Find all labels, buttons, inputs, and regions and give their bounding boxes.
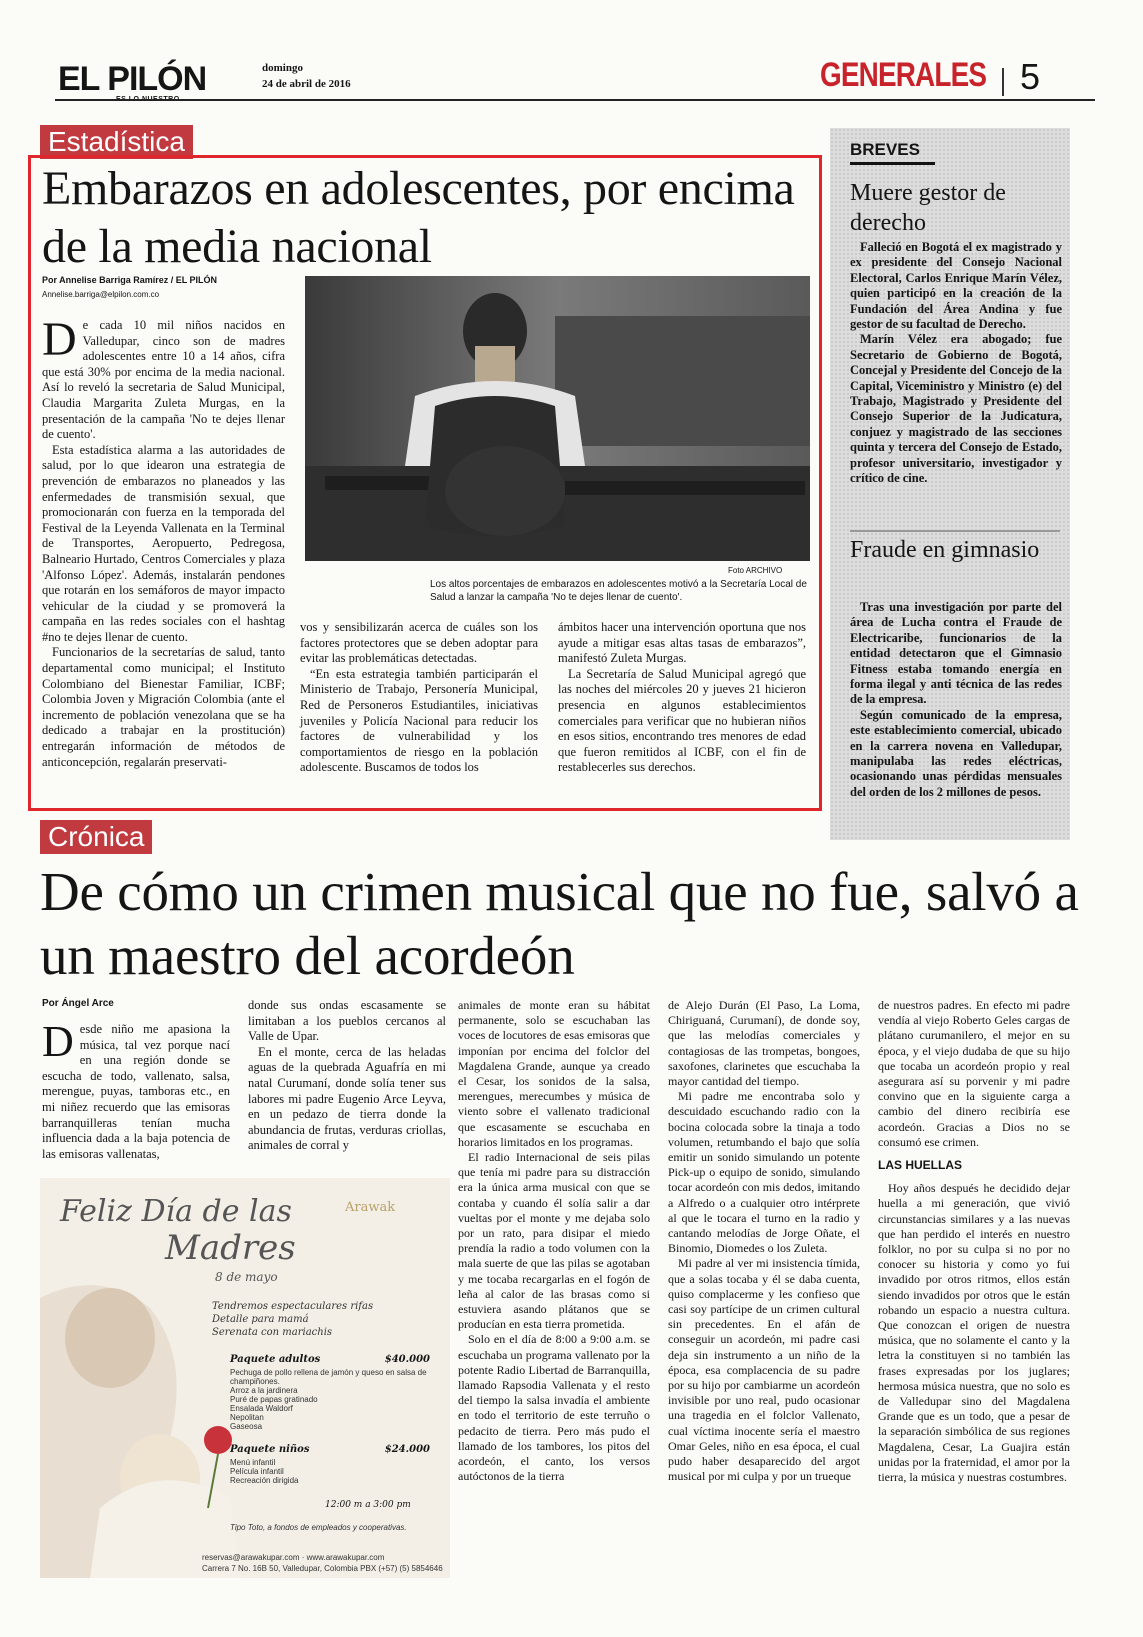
story2-paragraph: donde sus ondas escasamente se limitaban a los pueblos cercanos al Valle de Upar. bbox=[248, 998, 446, 1044]
story2-paragraph: Hoy años después he decidido dejar huella a mi generación, que vivió circunstancias similares y a las nuevas que han perdido el interés en nuestro folklor, no por su culpa si no por no conocer su historia y como yo fui invadido por otros ritmos, ellos están siendo invadidos por otros que le están robando un espacio a nuestra cultura. Que conozcan el origen de nuestra música, que no solamente el canto y la letra la constituyen si no también las frases expresadas por los juglares; hermosa música nuestra, que no solo es de Valledupar sino del Magdalena Grande que es un todo, que a pesar de la separación simbólica de sus regiones Magdalena, Cesar, La Guajira están unidas por la fraternidad, el amor por la tierra, la música y nuestras costumbres. bbox=[878, 1181, 1070, 1485]
story1-headline: Embarazos en adolescentes, por encima de la media nacional bbox=[42, 162, 795, 273]
menu-item: Arroz a la jardinera bbox=[230, 1386, 298, 1395]
menu-item: Pechuga de pollo rellena de jamón y queso en salsa de champiñones. bbox=[230, 1368, 427, 1386]
ad-promo: Detalle para mamá bbox=[212, 1314, 309, 1325]
pregnant-student-photo bbox=[305, 276, 810, 561]
brief-paragraph: Falleció en Bogotá el ex magistrado y ex presidente del Consejo Nacional Electoral, Carlos Enrique Marín Vélez, quien participó en la creación de la Fundación del Área Andina y fue gestor de su facultad de Derecho. bbox=[850, 240, 1062, 332]
story2-paragraph: Mi padre al ver mi insistencia tímida, que a solas tocaba y él se daba cuenta, quiso complacerme y les confieso que casi soy partícipe de un crimen cultural sin precedentes. En el afán de conseguir un acordeón, mi padre casi deja sin instrumento a un niño de la época, esa complacencia de su padre por su hijo por cambiarme un acordeón invisible por uno real, pudo ocasionar una tragedia en el folclor Vallenato, cual víctima inocente sería el maestro Omar Geles, niño en esa época, el cual pudo haber desaparecido del argot musical por mi culpa y por un trueque bbox=[668, 1256, 860, 1484]
story1-column-3 bbox=[558, 620, 806, 776]
story2-column-5 bbox=[878, 998, 1070, 1485]
brief-title: Fraude en gimnasio bbox=[850, 537, 1040, 563]
story1-photo bbox=[305, 276, 810, 561]
menu-item: Puré de papas gratinado bbox=[230, 1395, 318, 1404]
masthead-rule bbox=[55, 99, 1095, 101]
photo-caption: Los altos porcentajes de embarazos en adolescentes motivó a la Secretaría Local de Salud a lanzar la campaña 'No te dejes llenar de cuento'. bbox=[430, 579, 807, 603]
package-name: Paquete adultos bbox=[230, 1354, 321, 1365]
story2-column-3 bbox=[458, 998, 650, 1485]
ad-note: Tipo Toto, a fondos de empleados y cooperativas. bbox=[230, 1523, 407, 1532]
ad-date: 8 de mayo bbox=[215, 1270, 278, 1284]
menu-item: Película infantil bbox=[230, 1467, 284, 1476]
story1-paragraph: La Secretaría de Salud Municipal agregó que las noches del miércoles 20 y jueves 21 hicieron presencia en algunos establecimientos comerciales para verificar que no hubieran niños en esos sitios, encontrando tres menores de edad que fueron remitidos al ICBF, con el fin de restablecerles sus derechos. bbox=[558, 666, 806, 775]
ad-address: Carrera 7 No. 16B 50, Valledupar, Colombia PBX (+57) (5) 5854646 bbox=[202, 1564, 443, 1573]
story2-column-4 bbox=[668, 998, 860, 1485]
story2-paragraph: animales de monte eran su hábitat permanente, solo se escuchaban las voces de locutores de esas emisoras que imponían por encima del folclor del Magdalena Grande, aunque ya creado el Cesar, los sonidos de la salsa, merengues, merecumbes y música de viento sobre el vallenato tradicional que escasamente se escuchaba en horarios limitados en los programas. bbox=[458, 998, 650, 1149]
story2-paragraph: Mi padre me encontraba solo y descuidado escuchando radio con la bocina colocada sobre la tinaja a todo volumen, retumbando el bajo que solía emitir un sonido simulando un potente Pick-up o equipo de sonido, simulando tocar acordeón con mis dedos, imitando a Alfredo o a cualquier otro intérprete al que le tocara el turno en la radio y cantando melodías de Jorge Oñate, el Binomio, Diomedes o los Zuleta. bbox=[668, 1089, 860, 1256]
brief-paragraph: Marín Vélez era abogado; fue Secretario de Gobierno de Bogotá, Concejal y Presidente del Concejo de la Capital, Viceministro y Ministro (e) del Trabajo, Magistrado y Presidente del Consejo Superior de la Judicatura, conjuez y magistrado de las secciones quinta y tercera del Consejo de Estado, profesor universitario, investigador y crítico de cine. bbox=[850, 332, 1062, 486]
story1-paragraph: Esta estadística alarma a las autoridades de salud, por lo que idearon una estrategia de prevención de embarazos no planeados y las enfermedades de transmisión sexual, que promocionarán con fuerza en la temporada del Festival de la Leyenda Vallenata en la Terminal de Transportes, Aeropuerto, Pedregosa, Balneario Hurtado, Centros Comerciales y plaza 'Alfonso López'. Además, instalarán pendones que rotarán en los semáforos de mayor impacto vehicular de la ciudad y se promoverá la campaña en las redes sociales con el hashtag #no te dejes llenar de cuento. bbox=[42, 442, 285, 644]
menu-item: Gaseosa bbox=[230, 1422, 263, 1431]
ad-promos bbox=[212, 1300, 373, 1339]
story1-byline: Por Annelise Barriga Ramírez / EL PILÓN bbox=[42, 275, 218, 285]
story1-column-1 bbox=[42, 313, 285, 770]
menu-item: Recreación dirigida bbox=[230, 1476, 299, 1485]
story1-dropcap: D bbox=[42, 313, 77, 366]
story2-headline: De cómo un crimen musical que no fue, salvó a un maestro del acordeón bbox=[40, 861, 1079, 986]
brief-paragraph: Tras una investigación por parte del área de Lucha contra el Fraude de Electricaribe, funcionarios de la entidad detectaron que el Gimnasio Fitness estaba tomando energía en forma ilegal y anti técnica de las redes de la empresa. bbox=[850, 600, 1062, 707]
breves-label: BREVES bbox=[850, 140, 920, 159]
package-name: Paquete niños bbox=[230, 1444, 310, 1455]
ad-contact: reservas@arawakupar.com · www.arawakupar.com bbox=[202, 1553, 385, 1562]
story1-kicker: Estadística bbox=[40, 125, 193, 159]
ad-title-line2: Madres bbox=[165, 1228, 296, 1268]
story2-paragraph: Solo en el día de 8:00 a 9:00 a.m. se escuchaba un programa vallenato por la potente Radio Libertad de Barranquilla, llamado Rapsodia Vallenata y el resto del tiempo la salsa invadía el ambiente en todo el territorio de este terruño o pedacito de tierra. Pero más pudo el llamado de los tambores, los pitos del acordeón, el canto, los versos autóctonos de la tierra bbox=[458, 1332, 650, 1484]
menu-item: Menú infantil bbox=[230, 1458, 276, 1467]
story1-paragraph: Funcionarios de la secretarías de salud, tanto departamental como municipal; el Instituto Colombiano del Bienestar Familiar, ICBF; Colombia Joven y Migración Colombia (ante el incremento de población venezolana que se ha dedicado a trabajar en la prostitución) entregarán información de métodos de anticoncepción, regalarán preservati- bbox=[42, 645, 285, 769]
section-divider bbox=[1002, 68, 1004, 96]
story1-email: Annelise.barriga@elpilon.com.co bbox=[42, 290, 160, 299]
section-name: GENERALES bbox=[820, 56, 987, 94]
story2-subhead: LAS HUELLAS bbox=[878, 1158, 962, 1173]
issue-day: domingo bbox=[262, 62, 303, 74]
ad-package-kids bbox=[230, 1444, 430, 1485]
ad-promo: Serenata con mariachis bbox=[212, 1327, 333, 1338]
story1-paragraph: e cada 10 mil niños nacidos en Valledupar, cinco son de madres adolescentes entre 10 a 14 años, cifra que está 30% por encima de la media nacional. Así lo reveló la secretaria de Salud Municipal, Claudia Margarita Zuleta Murgas, en la presentación de la campaña 'No te dejes llenar de cuento'. bbox=[42, 318, 285, 442]
story2-column-2 bbox=[248, 998, 446, 1154]
brief-paragraph: Según comunicado de la empresa, este establecimiento comercial, ubicado en la carrera novena en Valledupar, manipulaba las redes eléctricas, ocasionando unas pérdidas mensuales del orden de los 2 millones de pesos. bbox=[850, 707, 1062, 799]
story2-paragraph: El radio Internacional de seis pilas que tenía mi padre para su distracción era la única arma musical con que se contaba y cuando él solía salir a dar vueltas por el monte y me dejaba solo por un rato, para disipar el miedo prendía la radio a todo volumen con la mala suerte de que las pilas se agotaban y me tocaba recargarlas en el fogón de leña al calor de las brasas como si estuviera asando plátanos que se producían en esta tierra prometida. bbox=[458, 1150, 650, 1332]
page-number: 5 bbox=[1020, 56, 1041, 97]
brief-body bbox=[850, 600, 1062, 800]
issue-date: 24 de abril de 2016 bbox=[262, 78, 351, 90]
story2-dropcap: D bbox=[42, 1017, 74, 1066]
menu-item: Ensalada Waldorf bbox=[230, 1404, 293, 1413]
newspaper-logo: EL PILÓN bbox=[58, 60, 207, 98]
story2-paragraph: esde niño me apasiona la música, tal vez porque nací en una región donde se escucha de todo, vallenato, salsa, merengue, puyas, tamboras etc., en mi niñez recuerdo que las emisoras barranquilleras tenían mucha influencia dada a la baja potencia de las emisoras vallenatas, bbox=[42, 1022, 230, 1161]
ad-hours: 12:00 m a 3:00 pm bbox=[325, 1500, 411, 1510]
brief-separator bbox=[850, 530, 1060, 532]
breves-rule bbox=[850, 162, 935, 165]
story1-paragraph: vos y sensibilizarán acerca de cuáles son los factores protectores que se deben adoptar para evitar las problemáticas detectadas. bbox=[300, 620, 538, 666]
package-price: $24.000 bbox=[384, 1444, 430, 1455]
story2-paragraph: de Alejo Durán (El Paso, La Loma, Chiriguaná, Curumaní), de donde soy, que las melodías comerciales y contagiosas de las trompetas, bongoes, saxofones, clarinetes que escuchaba la mayor cantidad del tiempo. bbox=[668, 998, 860, 1089]
story2-column-1 bbox=[42, 1017, 230, 1162]
ad-title-line1: Feliz Día de las bbox=[60, 1194, 292, 1229]
story2-byline: Por Ángel Arce bbox=[42, 998, 114, 1009]
ad-package-adults bbox=[230, 1354, 430, 1431]
story2-paragraph: de nuestros padres. En efecto mi padre vendía al viejo Roberto Geles cargas de plátano curumanilero, el mejor en su época, y el viejo dudaba de que su hijo que tocaba un acordeón propio y real asegurara así su porvenir y mi padre convino que en la siguiente carga a cambio del dinero recibiría ese acordeón. Gracias a Dios no se consumó ese crimen. bbox=[878, 998, 1070, 1149]
story1-paragraph: ámbitos hacer una intervención oportuna que nos ayude a mitigar esas altas tasas de embarazos”, manifestó Zuleta Murgas. bbox=[558, 620, 806, 666]
brief-body bbox=[850, 240, 1062, 487]
menu-item: Nepolitan bbox=[230, 1413, 264, 1422]
story1-paragraph: “En esta estrategia también participarán el Ministerio de Trabajo, Personería Municipal, Red de Personeros Estudiantiles, iniciativas juveniles y Policía Nacional para reducir los factores de vulnerabilidad y los comportamientos de riesgo en la población adolescente. Buscamos de todos los bbox=[300, 666, 538, 775]
story1-column-2 bbox=[300, 620, 538, 776]
brief-title: Muere gestor de derecho bbox=[850, 180, 1006, 236]
story2-kicker: Crónica bbox=[40, 820, 152, 854]
photo-credit: Foto ARCHIVO bbox=[728, 566, 783, 575]
ad-brand: Arawak bbox=[345, 1200, 396, 1215]
ad-promo: Tendremos espectaculares rifas bbox=[212, 1301, 374, 1312]
package-price: $40.000 bbox=[384, 1354, 430, 1365]
story2-paragraph: En el monte, cerca de las heladas aguas de la quebrada Aguafría en mi natal Curumaní, donde solía tener sus labores mi padre Eugenio Arce Leyva, en un pedazo de tierra donde la abundancia de frutas, verduras criollas, animales de corral y bbox=[248, 1044, 446, 1153]
mothers-day-ad bbox=[40, 1178, 450, 1578]
